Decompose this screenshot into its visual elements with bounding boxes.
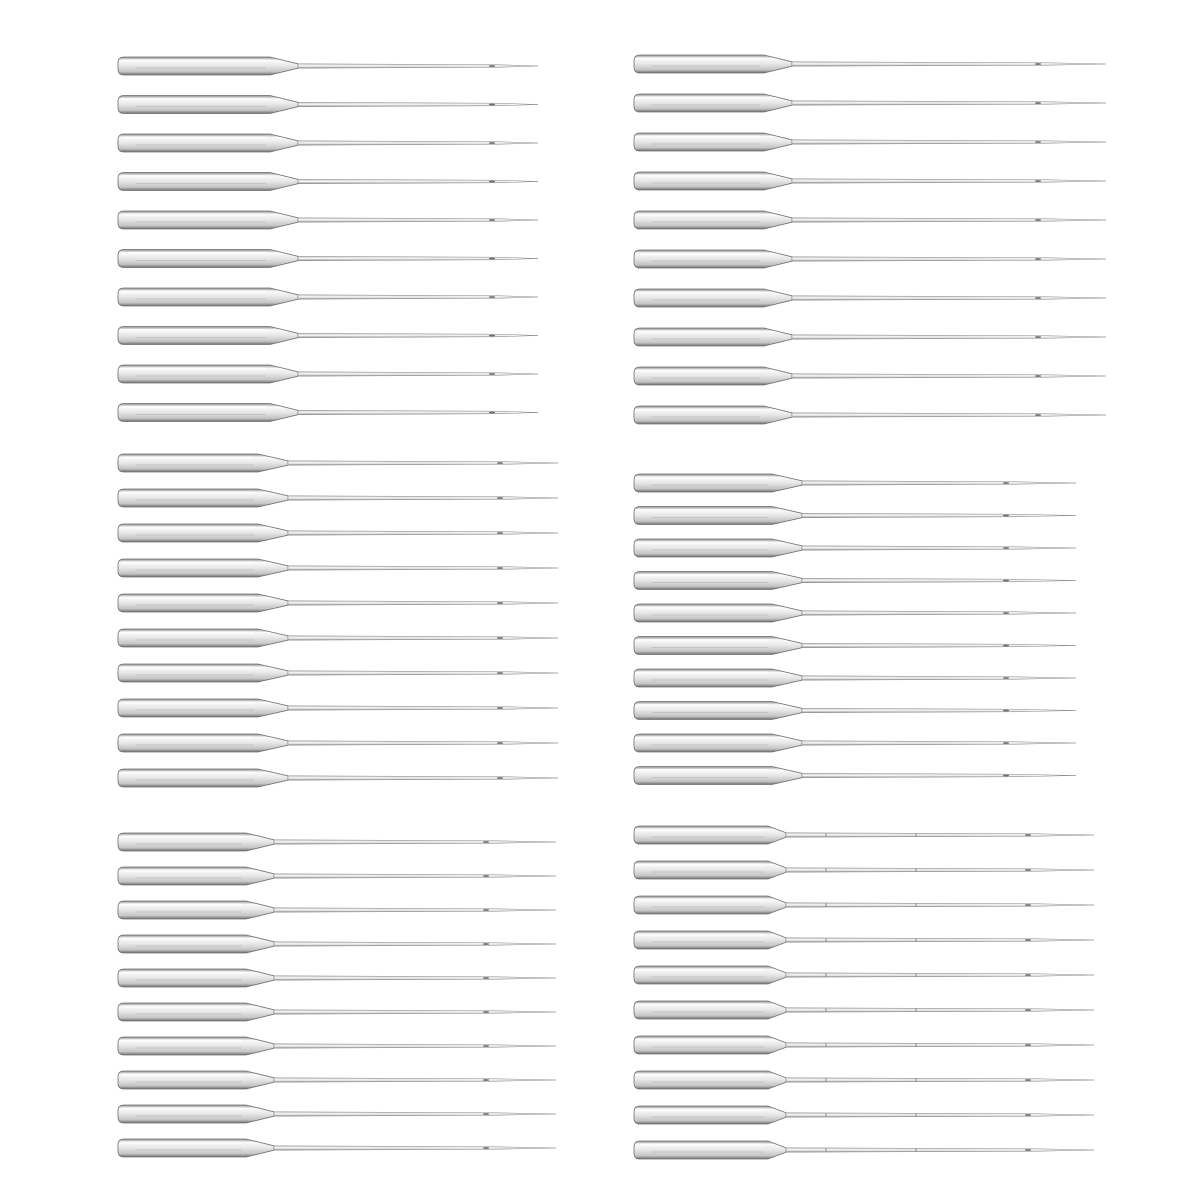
needle-eye: [483, 1045, 489, 1047]
needle-eye: [1035, 297, 1041, 299]
needle-eye: [1003, 580, 1009, 582]
needle-eye: [1035, 414, 1041, 416]
needle-eye: [1035, 141, 1041, 143]
shank-highlight: [638, 969, 764, 971]
shank-highlight: [122, 702, 254, 704]
needle-eye: [1025, 1044, 1031, 1046]
needle-eye: [1025, 869, 1031, 871]
shank-highlight: [122, 737, 254, 739]
needle-eye: [1003, 742, 1009, 744]
shank-highlight: [638, 331, 760, 333]
needle-eye: [497, 602, 503, 604]
shank-highlight: [122, 562, 254, 564]
shank-highlight: [122, 175, 266, 177]
shank-highlight: [638, 1144, 764, 1146]
needle-eye: [1003, 482, 1009, 484]
needle-eye: [1003, 645, 1009, 647]
needle-eye: [1025, 904, 1031, 906]
needle-eye: [483, 977, 489, 979]
shank-highlight: [122, 98, 266, 100]
needle-eye: [1025, 1149, 1031, 1151]
needle-eye: [483, 943, 489, 945]
needle-eye: [1035, 63, 1041, 65]
shank-highlight: [638, 97, 760, 99]
shank-highlight: [122, 836, 242, 838]
shank-highlight: [638, 639, 768, 641]
needle-eye: [1003, 547, 1009, 549]
shank-highlight: [638, 1004, 764, 1006]
needle-eye: [489, 412, 495, 414]
needle-eye: [497, 672, 503, 674]
needle-eye: [483, 1147, 489, 1149]
needle-eye: [1025, 974, 1031, 976]
needle-eye: [1035, 258, 1041, 260]
shank-highlight: [122, 772, 254, 774]
shank-highlight: [122, 527, 254, 529]
needle-eye: [483, 841, 489, 843]
shank-highlight: [122, 870, 242, 872]
shank-highlight: [122, 457, 254, 459]
needle-eye: [1035, 219, 1041, 221]
shank-highlight: [638, 1109, 764, 1111]
shank-highlight: [638, 574, 768, 576]
shank-highlight: [122, 904, 242, 906]
shank-highlight: [638, 899, 764, 901]
needle-eye: [497, 707, 503, 709]
needle-eye: [1035, 375, 1041, 377]
shank-highlight: [638, 672, 768, 674]
shank-highlight: [638, 214, 760, 216]
shank-highlight: [122, 632, 254, 634]
needle-eye: [489, 65, 495, 67]
needle-eye: [1025, 1009, 1031, 1011]
needle-eye: [489, 258, 495, 260]
needle-eye: [497, 497, 503, 499]
needle-eye: [483, 875, 489, 877]
shank-highlight: [122, 214, 266, 216]
shank-highlight: [638, 509, 768, 511]
needle-eye: [489, 219, 495, 221]
shank-highlight: [638, 864, 764, 866]
needle-eye: [489, 296, 495, 298]
needle-eye: [1003, 612, 1009, 614]
shank-highlight: [638, 769, 768, 771]
shank-highlight: [638, 58, 760, 60]
needle-eye: [497, 637, 503, 639]
shank-highlight: [638, 607, 768, 609]
shank-highlight: [122, 667, 254, 669]
shank-highlight: [638, 253, 760, 255]
needle-eye: [1025, 1114, 1031, 1116]
shank-highlight: [638, 292, 760, 294]
shank-highlight: [122, 1006, 242, 1008]
needle-eye: [489, 142, 495, 144]
needle-eye: [497, 462, 503, 464]
needle-eye: [497, 777, 503, 779]
needle-eye: [1035, 180, 1041, 182]
needle-eye: [489, 104, 495, 106]
needle-eye: [1003, 515, 1009, 517]
shank-highlight: [122, 60, 266, 62]
shank-highlight: [122, 406, 266, 408]
shank-highlight: [122, 1040, 242, 1042]
needle-eye: [489, 335, 495, 337]
shank-highlight: [638, 737, 768, 739]
shank-highlight: [122, 368, 266, 370]
needle-eye: [483, 1079, 489, 1081]
needle-eye: [1025, 834, 1031, 836]
needle-eye: [1025, 939, 1031, 941]
shank-highlight: [638, 542, 768, 544]
shank-highlight: [122, 597, 254, 599]
needle-eye: [489, 373, 495, 375]
shank-highlight: [122, 938, 242, 940]
needle-eye: [1025, 1079, 1031, 1081]
shank-highlight: [638, 477, 768, 479]
shank-highlight: [638, 704, 768, 706]
needle-eye: [497, 567, 503, 569]
shank-highlight: [638, 934, 764, 936]
needle-eye: [497, 742, 503, 744]
needle-eye: [1003, 677, 1009, 679]
shank-highlight: [122, 1142, 242, 1144]
shank-highlight: [122, 1074, 242, 1076]
needle-eye: [1035, 336, 1041, 338]
needle-eye: [483, 909, 489, 911]
needle-eye: [1003, 775, 1009, 777]
shank-highlight: [638, 136, 760, 138]
shank-highlight: [122, 252, 266, 254]
shank-highlight: [638, 409, 760, 411]
shank-highlight: [122, 291, 266, 293]
shank-highlight: [638, 829, 764, 831]
shank-highlight: [122, 1108, 242, 1110]
shank-highlight: [638, 175, 760, 177]
needle-eye: [1035, 102, 1041, 104]
shank-highlight: [638, 1074, 764, 1076]
needle-eye: [483, 1113, 489, 1115]
shank-highlight: [638, 1039, 764, 1041]
needle-eye: [497, 532, 503, 534]
shank-highlight: [122, 329, 266, 331]
shank-highlight: [122, 492, 254, 494]
needle-eye: [483, 1011, 489, 1013]
shank-highlight: [122, 137, 266, 139]
needle-eye: [489, 181, 495, 183]
shank-highlight: [122, 972, 242, 974]
needle-eye: [1003, 710, 1009, 712]
shank-highlight: [638, 370, 760, 372]
